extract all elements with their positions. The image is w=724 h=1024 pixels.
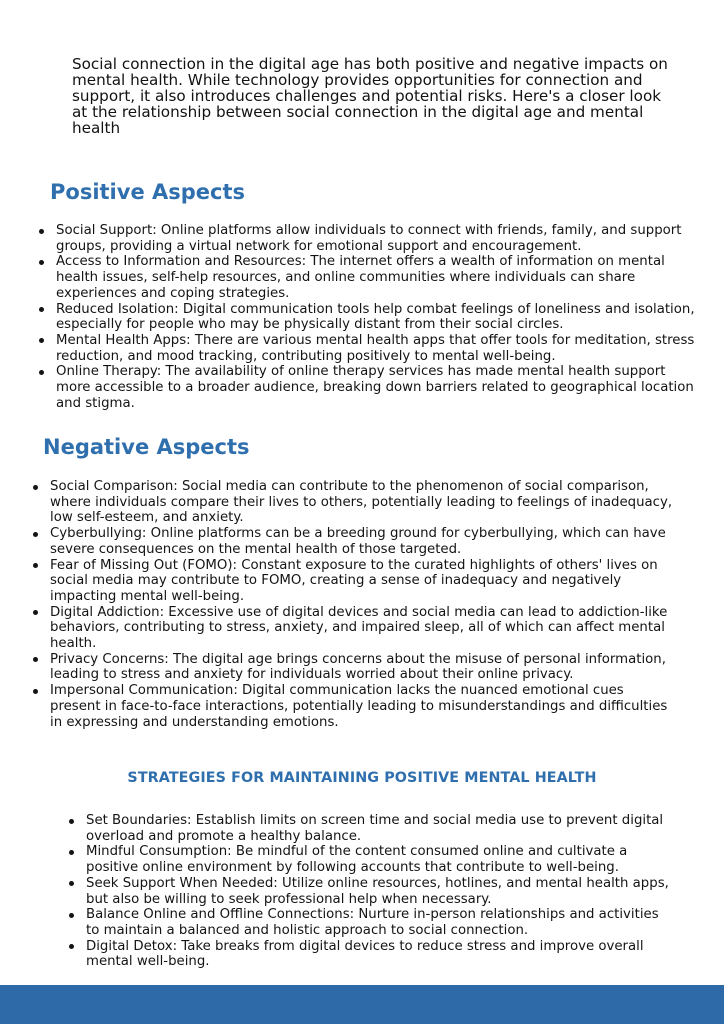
positive-aspects-heading: Positive Aspects <box>50 180 246 204</box>
list-item: Reduced Isolation: Digital communication tools help combat feelings of loneliness and isolation, especially for people who may be physically distant from their social circles. <box>56 301 695 333</box>
intro-paragraph: Social connection in the digital age has both positive and negative impacts on mental health. While technology provides opportunities for connection and support, it also introduces challenges and potential risks. Here's a closer look at the relationship between social connection in the digital age and mental health <box>72 55 668 137</box>
list-item: Balance Online and Offline Connections: Nurture in-person relationships and activities to maintain a balanced and holistic approach to social connection. <box>86 907 676 938</box>
strategies-heading: STRATEGIES FOR MAINTAINING POSITIVE MENTAL HEALTH <box>127 770 597 786</box>
list-item: Seek Support When Needed: Utilize online resources, hotlines, and mental health apps, but also be willing to seek professional help when necessary. <box>86 876 676 907</box>
footer-band <box>0 985 724 1024</box>
list-item: Impersonal Communication: Digital communication lacks the nuanced emotional cues present in face-to-face interactions, potentially leading to misunderstandings and difficulties in expressing and understanding emotions. <box>50 683 675 730</box>
list-item: Digital Addiction: Excessive use of digital devices and social media can lead to addiction-like behaviors, contributing to stress, anxiety, and impaired sleep, all of which can affect mental health. <box>50 605 675 652</box>
list-item: Cyberbullying: Online platforms can be a breeding ground for cyberbullying, which can have severe consequences on the mental health of those targeted. <box>50 526 675 557</box>
positive-aspects-list <box>56 223 696 411</box>
list-item: Social Comparison: Social media can contribute to the phenomenon of social comparison, where individuals compare their lives to others, potentially leading to feelings of inadequacy, low self-esteem, and anxiety. <box>50 479 675 526</box>
negative-aspects-list <box>50 479 675 730</box>
list-item: Privacy Concerns: The digital age brings concerns about the misuse of personal information, leading to stress and anxiety for individuals worried about their online privacy. <box>50 652 675 683</box>
list-item: Digital Detox: Take breaks from digital devices to reduce stress and improve overall mental well-being. <box>86 939 676 970</box>
negative-aspects-heading: Negative Aspects <box>43 435 250 459</box>
list-item: Set Boundaries: Establish limits on screen time and social media use to prevent digital overload and promote a healthy balance. <box>86 813 676 844</box>
list-item: Access to Information and Resources: The internet offers a wealth of information on mental health issues, self-help resources, and online communities where individuals can share experiences and coping strategies. <box>56 254 696 301</box>
list-item: Mindful Consumption: Be mindful of the content consumed online and cultivate a positive online environment by following accounts that contribute to well-being. <box>86 844 676 875</box>
list-item: Mental Health Apps: There are various mental health apps that offer tools for meditation, stress reduction, and mood tracking, contributing positively to mental well-being. <box>56 332 695 364</box>
list-item: Social Support: Online platforms allow individuals to connect with friends, family, and support groups, providing a virtual network for emotional support and encouragement. <box>56 223 696 254</box>
list-item: Fear of Missing Out (FOMO): Constant exposure to the curated highlights of others' lives on social media may contribute to FOMO, creating a sense of inadequacy and negatively impacting mental well-being. <box>50 558 675 605</box>
strategies-list <box>86 813 676 970</box>
list-item: Online Therapy: The availability of online therapy services has made mental health support more accessible to a broader audience, breaking down barriers related to geographical location and stigma. <box>56 364 696 411</box>
